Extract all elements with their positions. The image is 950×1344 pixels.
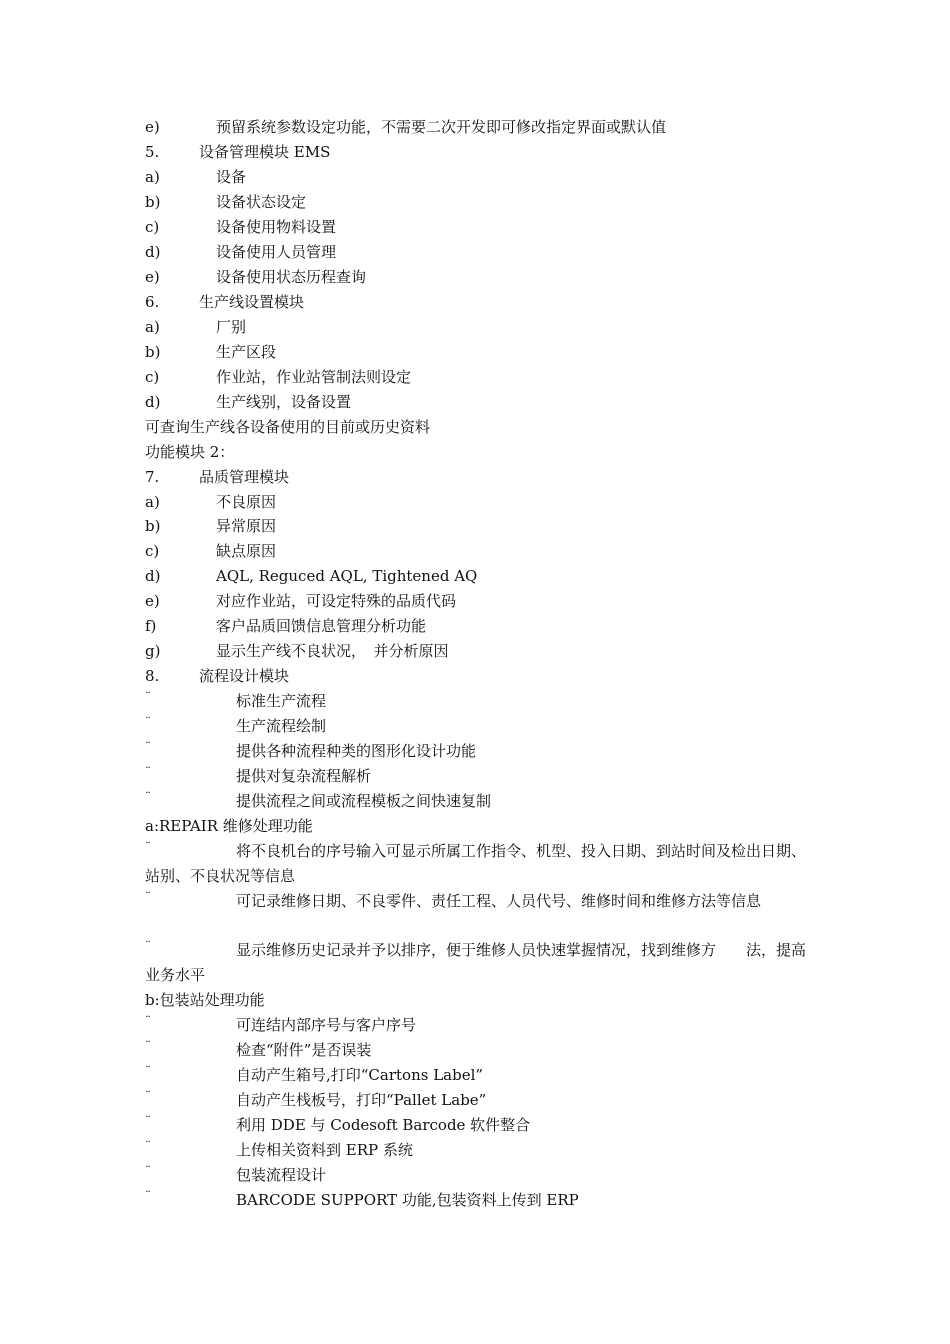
bullet-item [145,1063,807,1088]
section-heading [145,140,807,165]
list-item [145,639,807,664]
section-heading [145,465,807,490]
subheading-text: b:包装站处理功能 [145,991,265,1009]
item-marker: c) [145,218,160,236]
item-text: 上传相关资料到 ERP 系统 [236,1141,413,1159]
item-text: 检查“附件”是否误装 [236,1041,372,1059]
item-text: 自动产生箱号,打印“Cartons Label” [236,1066,484,1084]
bullet-marker: ¨ [145,690,151,704]
item-marker: d) [145,393,161,411]
list-item [145,265,807,290]
list-item [145,490,807,515]
paragraph-text: 显示维修历史记录并予以排序，便于维修人员快速掌握情况，找到维修方 法，提高业务水平 [145,941,807,984]
bullet-item [145,1013,807,1038]
subheading-text: 功能模块 2： [145,443,235,461]
item-text: 设备状态设定 [216,193,307,211]
list-item [145,165,807,190]
item-text: 设备 [216,168,247,186]
item-text: 标准生产流程 [236,692,327,710]
item-marker: g) [145,642,161,660]
item-marker: c) [145,542,160,560]
item-text: 作业站，作业站管制法则设定 [216,368,412,386]
bullet-item [145,1038,807,1063]
bullet-marker: ¨ [145,715,151,729]
subheading [145,988,807,1013]
bullet-marker: ¨ [145,1039,151,1053]
bullet-marker: ¨ [145,890,151,904]
item-text: 生产线别，设备设置 [216,393,352,411]
subheading [145,440,807,465]
item-text: 生产区段 [216,343,277,361]
item-text: 缺点原因 [216,542,277,560]
item-text: 提供对复杂流程解析 [236,767,372,785]
item-text: 提供流程之间或流程模板之间快速复制 [236,792,492,810]
item-text: 设备使用人员管理 [216,243,337,261]
item-marker: a) [145,168,160,186]
item-text: 自动产生栈板号，打印“Pallet Labe” [236,1091,487,1109]
item-marker: d) [145,567,161,585]
item-text: 可连结内部序号与客户序号 [236,1016,417,1034]
item-marker: e) [145,268,160,286]
item-marker: b) [145,517,161,535]
item-text: 厂别 [216,318,247,336]
bullet-item [145,1113,807,1138]
list-item [145,190,807,215]
list-item [145,115,807,140]
bullet-marker: ¨ [145,1014,151,1028]
bullet-marker: ¨ [145,939,151,953]
paragraph-text: 可记录维修日期、不良零件、责任工程、人员代号、维修时间和维修方法等信息 [236,892,762,910]
list-item [145,240,807,265]
item-text: BARCODE SUPPORT 功能,包装资料上传到 ERP [236,1191,579,1209]
item-text: 预留系统参数设定功能，不需要二次开发即可修改指定界面或默认值 [216,118,667,136]
item-text: 异常原因 [216,517,277,535]
list-item [145,215,807,240]
bullet-marker: ¨ [145,1114,151,1128]
list-item [145,539,807,564]
section-title: 品质管理模块 [199,468,290,486]
section-number: 7. [145,468,160,486]
subheading [145,814,807,839]
bullet-paragraph [145,938,807,988]
bullet-marker: ¨ [145,1164,151,1178]
item-text: 生产流程绘制 [236,717,327,735]
item-text: 设备使用物料设置 [216,218,337,236]
bullet-item [145,739,807,764]
list-item [145,390,807,415]
item-text: 提供各种流程种类的图形化设计功能 [236,742,477,760]
bullet-item [145,764,807,789]
item-marker: f) [145,617,157,635]
bullet-marker: ¨ [145,1089,151,1103]
item-text: 客户品质回馈信息管理分析功能 [216,617,427,635]
list-item [145,614,807,639]
section-number: 5. [145,143,160,161]
bullet-marker: ¨ [145,765,151,779]
paragraph-text: 将不良机台的序号输入可显示所属工作指令、机型、投入日期、到站时间及检出日期、站别、不良状况等信息 [145,842,807,885]
bullet-paragraph [145,889,807,914]
item-text: 利用 DDE 与 Codesoft Barcode 软件整合 [236,1116,531,1134]
item-text: AQL, Reguced AQL, Tightened AQ [216,567,478,585]
paragraph [145,415,807,440]
section-title: 流程设计模块 [199,667,290,685]
bullet-marker: ¨ [145,1189,151,1203]
section-number: 8. [145,667,160,685]
bullet-item [145,1188,807,1213]
item-marker: d) [145,243,161,261]
bullet-item [145,1088,807,1113]
bullet-paragraph [145,839,807,889]
paragraph-text: 可查询生产线各设备使用的目前或历史资料 [145,418,431,436]
item-marker: a) [145,493,160,511]
item-text: 设备使用状态历程查询 [216,268,367,286]
bullet-item [145,714,807,739]
section-title: 生产线设置模块 [199,293,305,311]
item-text: 对应作业站，可设定特殊的品质代码 [216,592,457,610]
bullet-marker: ¨ [145,740,151,754]
item-text: 不良原因 [216,493,277,511]
item-marker: e) [145,592,160,610]
item-marker: b) [145,193,161,211]
section-heading [145,290,807,315]
bullet-item [145,1163,807,1188]
bullet-item [145,689,807,714]
bullet-marker: ¨ [145,840,151,854]
section-number: 6. [145,293,160,311]
list-item [145,315,807,340]
bullet-item [145,789,807,814]
list-item [145,365,807,390]
bullet-marker: ¨ [145,790,151,804]
bullet-marker: ¨ [145,1139,151,1153]
item-text: 包装流程设计 [236,1166,327,1184]
list-item [145,514,807,539]
section-heading [145,664,807,689]
item-marker: b) [145,343,161,361]
item-marker: a) [145,318,160,336]
bullet-marker: ¨ [145,1064,151,1078]
item-marker: e) [145,118,160,136]
item-marker: c) [145,368,160,386]
list-item [145,564,807,589]
list-item [145,340,807,365]
bullet-item [145,1138,807,1163]
list-item [145,589,807,614]
section-title: 设备管理模块 EMS [199,143,331,161]
subheading-text: a:REPAIR 维修处理功能 [145,817,313,835]
item-text: 显示生产线不良状况， 并分析原因 [216,642,449,660]
